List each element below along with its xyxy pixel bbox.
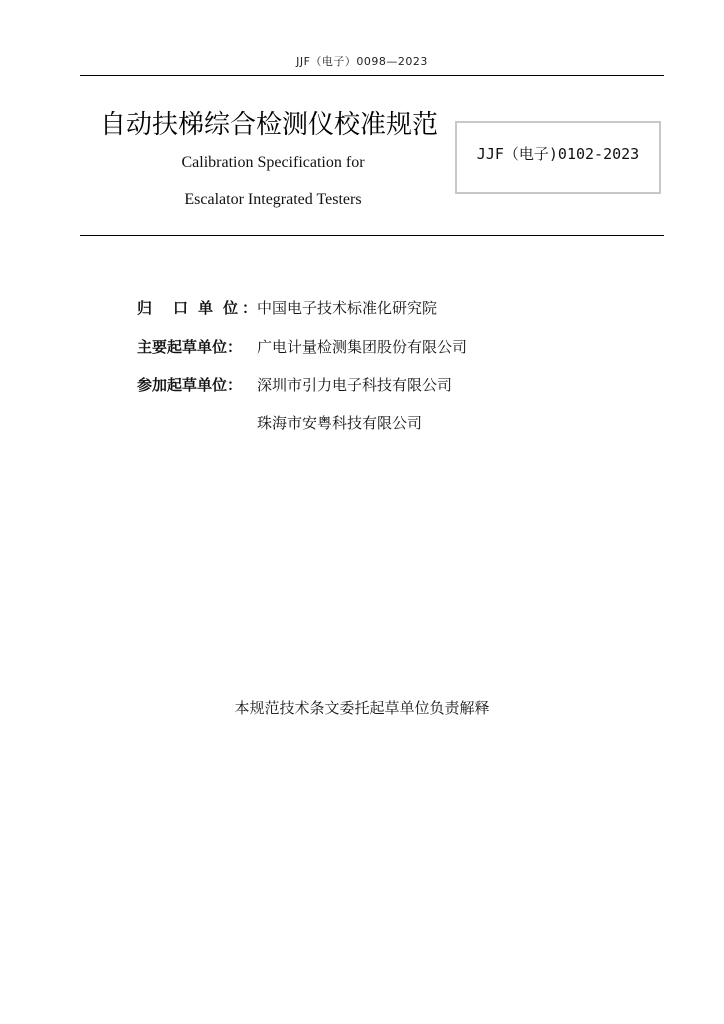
main-drafter-value: 广电计量检测集团股份有限公司: [257, 338, 468, 356]
responsible-label-char-3: 单: [198, 299, 214, 317]
responsible-unit-value: 中国电子技术标准化研究院: [257, 299, 438, 317]
responsible-label-char-2: 口: [173, 299, 189, 317]
participating-drafter-row: [137, 375, 452, 395]
responsible-unit-row: [137, 298, 437, 318]
responsible-label-char-1: 归: [137, 299, 153, 317]
specification-code-box: [455, 121, 661, 194]
main-drafter-row: [137, 337, 467, 357]
participating-drafter-value-1: 深圳市引力电子科技有限公司: [257, 376, 453, 394]
responsible-label-char-4: 位: [223, 299, 239, 317]
document-title-english-line1: Calibration Specification for: [181, 154, 365, 171]
document-title-chinese: 自动扶梯综合检测仪校准规范: [100, 110, 439, 140]
document-title-english-line2: Escalator Integrated Testers: [184, 191, 362, 208]
responsible-label-colon: ：: [242, 299, 258, 317]
title-bottom-rule: [80, 235, 664, 236]
header-rule: [80, 75, 664, 76]
interpretation-note: 本规范技术条文委托起草单位负责解释: [234, 699, 490, 717]
running-header: JJF（电子）0098—2023: [296, 55, 428, 68]
specification-code: JJF（电子)0102-2023: [476, 145, 640, 163]
participating-drafter-row-continued: [137, 413, 422, 433]
main-drafter-label: 主要起草单位：: [137, 338, 243, 356]
participating-drafter-label: 参加起草单位：: [137, 376, 243, 394]
responsible-unit-label: [137, 298, 257, 318]
participating-drafter-value-2: 珠海市安粤科技有限公司: [257, 414, 423, 432]
